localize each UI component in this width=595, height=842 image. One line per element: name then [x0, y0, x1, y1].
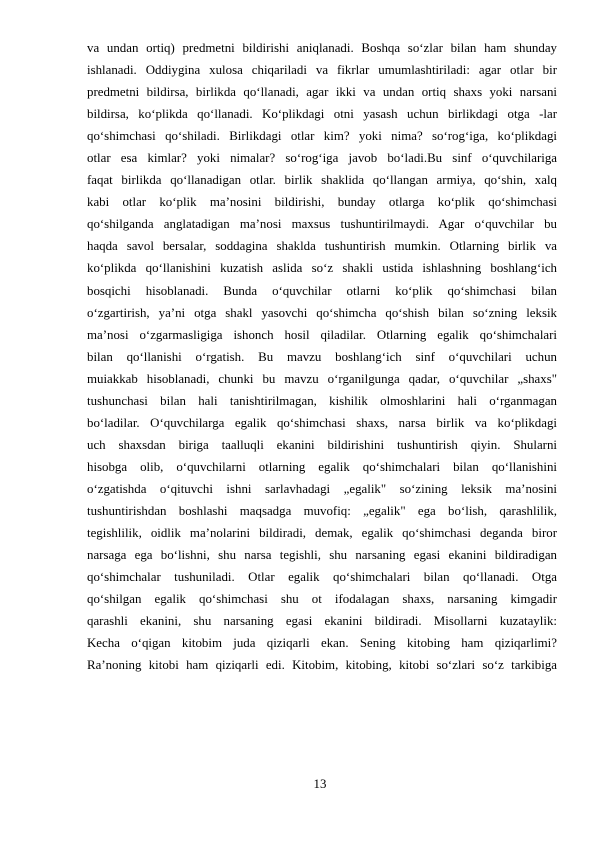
- page-number: 13: [313, 777, 327, 791]
- text-line: tushuntirishdan boshlashi maqsadga muvofiq: „egalik" ega bo‘lish, qarashlilik,: [87, 503, 557, 518]
- text-line: ishlanadi. Oddiygina xulosa chiqariladi va fikrlar umumlashtiriladi: agar otlar bir: [87, 63, 557, 78]
- text-line: qo‘shilgan egalik qo‘shimchasi shu ot ifodalagan shaxs, narsaning kimgadir: [87, 592, 557, 607]
- text-line: kabi otlar ko‘plik ma’nosini bildirishi, bunday otlarga ko‘plik qo‘shimchasi: [87, 195, 557, 210]
- text-line: bosqichi hisoblanadi. Bunda o‘quvchilar otlarni ko‘plik qo‘shimchasi bilan: [87, 283, 557, 298]
- text-line: qo‘shilganda anglatadigan ma’nosi maxsus tushuntirilmaydi. Agar o‘quvchilar bu: [87, 217, 557, 232]
- text-line: uch shaxsdan biriga taalluqli ekanini bildirishini tushuntirish qiyin. Shularni: [87, 437, 557, 452]
- text-line: muiakkab hisoblanadi, chunki bu mavzu o‘rganilgunga qadar, o‘quvchilar „shaxs": [87, 371, 557, 386]
- text-line: bo‘ladilar. O‘quvchilarga egalik qo‘shimchasi shaxs, narsa birlik va ko‘plikdagi: [87, 415, 557, 430]
- body-text: [87, 37, 557, 676]
- text-line: tegishlilik, oidlik ma’nolarini bildiradi, demak, egalik qo‘shimchasi deganda biror: [87, 526, 557, 541]
- text-line: bildirsa, ko‘plikda qo‘llanadi. Ko‘plikdagi otni yasash uchun birlikdagi otga -lar: [87, 107, 557, 122]
- text-line: ma’nosi o‘zgarmasligiga ishonch hosil qiladilar. Otlarning egalik qo‘shimchalari: [87, 327, 557, 342]
- text-line: qo‘shimchalar tushuniladi. Otlar egalik qo‘shimchalari bilan qo‘llanadi. Otga: [87, 570, 557, 585]
- text-line: predmetni bildirsa, birlikda qo‘llanadi, agar ikki va undan ortiq shaxs yoki narsani: [87, 85, 557, 100]
- text-line: hisobga olib, o‘quvchilarni otlarning egalik qo‘shimchalari bilan qo‘llanishini: [87, 459, 557, 474]
- text-line: tushunchasi bilan hali tanishtirilmagan, kishilik olmoshlarini hali o‘rganmagan: [87, 393, 557, 408]
- text-line: va undan ortiq) predmetni bildirishi aniqlanadi. Boshqa so‘zlar bilan ham shunday: [87, 41, 557, 55]
- text-line: faqat birlikda qo‘llanadigan otlar. birlik shaklida qo‘llangan armiya, qo‘shin, xalq: [87, 173, 557, 188]
- text-line: o‘zgatishda o‘qituvchi ishni sarlavhadagi „egalik" so‘zining leksik ma’nosini: [87, 481, 557, 496]
- text-line: narsaga ega bo‘lishni, shu narsa tegishli, shu narsaning egasi ekanini bildiradigan: [87, 548, 557, 563]
- text-line: bilan qo‘llanishi o‘rgatish. Bu mavzu boshlang‘ich sinf o‘quvchilari uchun: [87, 349, 557, 364]
- text-line: ko‘plikda qo‘llanishini kuzatish aslida so‘z shakli ustida ishlashning boshlang‘ich: [87, 261, 557, 276]
- text-line: otlar esa kimlar? yoki nimalar? so‘rog‘iga javob bo‘ladi.Bu sinf o‘quvchilariga: [87, 151, 557, 166]
- text-line: haqda savol bersalar, soddagina shaklda tushuntirish mumkin. Otlarning birlik va: [87, 239, 557, 254]
- text-line: qo‘shimchasi qo‘shiladi. Birlikdagi otlar kim? yoki nima? so‘rog‘iga, ko‘plikdagi: [87, 129, 557, 144]
- text-line: o‘zgartirish, ya’ni otga shakl yasovchi qo‘shimcha qo‘shish bilan so‘zning leksik: [87, 305, 557, 320]
- text-line: Ra’noning kitobi ham qiziqarli edi. Kitobim, kitobing, kitobi so‘zlari so‘z tarkibiga: [87, 658, 557, 673]
- text-line: qarashli ekanini, shu narsaning egasi ekanini bildiradi. Misollarni kuzataylik:: [87, 614, 557, 629]
- text-line: Kecha o‘qigan kitobim juda qiziqarli ekan. Sening kitobing ham qiziqarlimi?: [87, 636, 557, 651]
